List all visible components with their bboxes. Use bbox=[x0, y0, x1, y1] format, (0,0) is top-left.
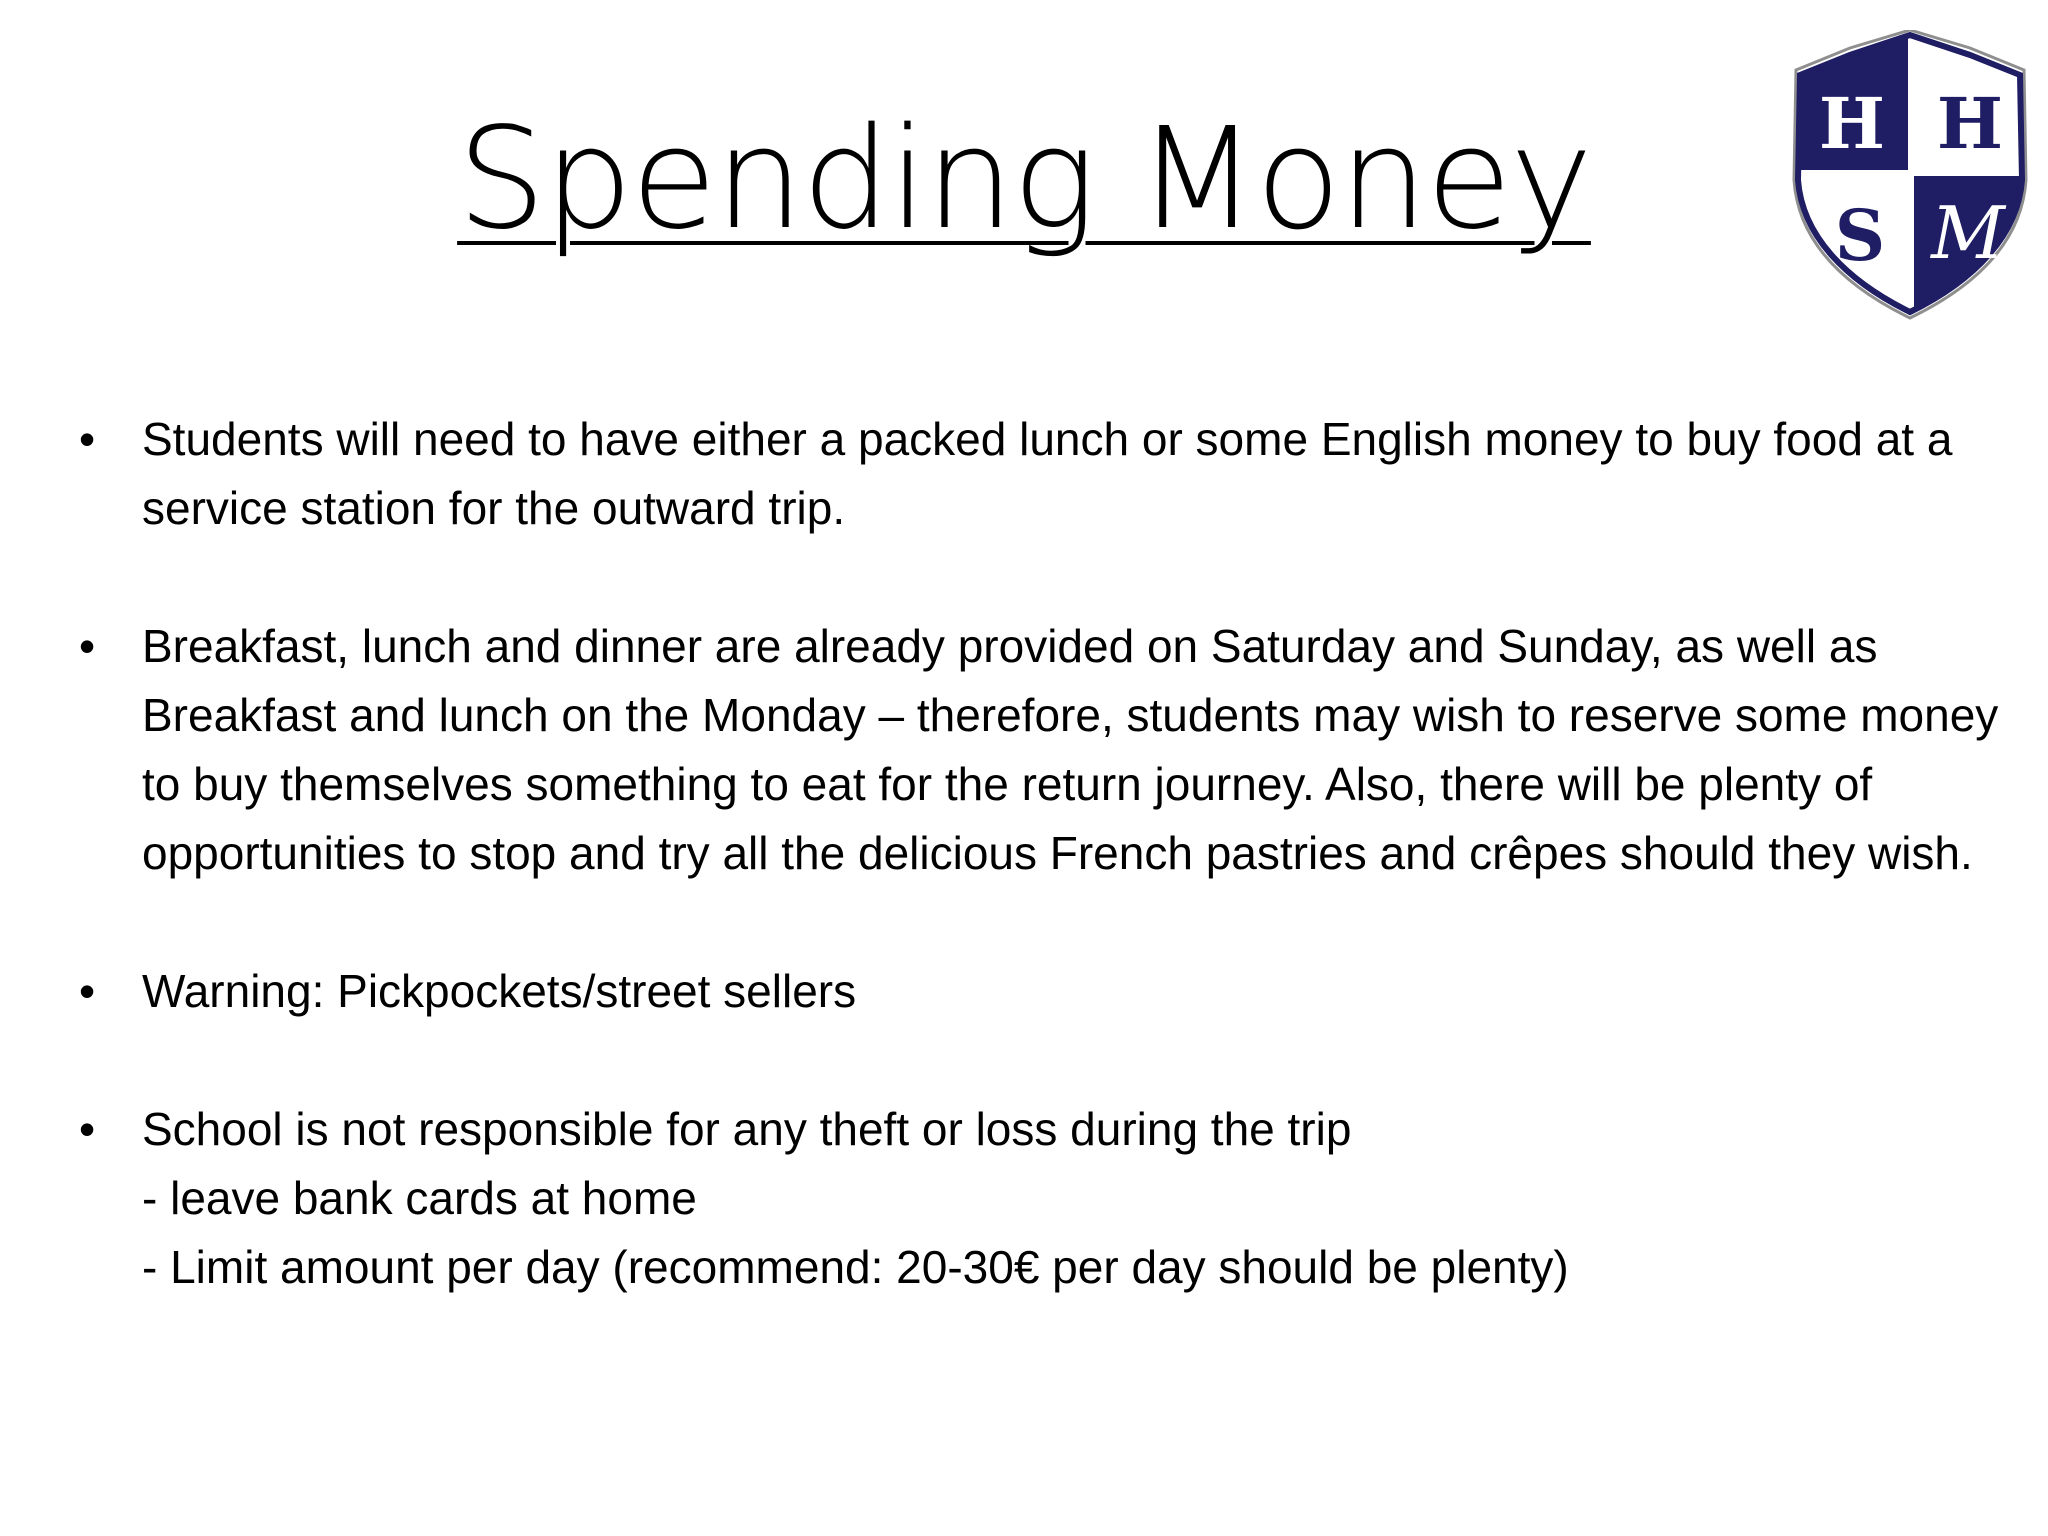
bullet-marker: • bbox=[78, 965, 96, 1017]
bullet-item-packed-lunch bbox=[72, 405, 2002, 543]
bullet-item-meals-provided bbox=[72, 612, 2002, 888]
crest-icon bbox=[1790, 30, 2030, 320]
bullet-item-warning bbox=[72, 957, 2002, 1026]
svg-text:M: M bbox=[1931, 191, 2005, 275]
slide-title-text: Spending Money bbox=[457, 98, 1591, 261]
sub-item-bank-cards: - leave bank cards at home bbox=[142, 1172, 697, 1224]
bullet-text: Students will need to have either a packed lunch or some English money to buy food at a service station for the outward trip. bbox=[142, 413, 1953, 534]
bullet-item-responsibility bbox=[72, 1095, 2002, 1302]
school-crest-logo bbox=[1790, 30, 2030, 320]
svg-text:H: H bbox=[1818, 82, 1886, 165]
svg-text:H: H bbox=[1936, 82, 2004, 165]
bullet-text: School is not responsible for any theft or loss during the trip bbox=[142, 1103, 1352, 1155]
bullet-marker: • bbox=[78, 413, 96, 465]
bullet-text: Warning: Pickpockets/street sellers bbox=[142, 965, 857, 1017]
bullet-list bbox=[72, 405, 2002, 1302]
bullet-text: Breakfast, lunch and dinner are already provided on Saturday and Sunday, as well as Breakfast and lunch on the Monday – therefore, students may wish to reserve some money to buy themselves something to eat for the return journey. Also, there will be plenty of opportunities to stop and try all the delicious French pastries and crêpes should they wish. bbox=[142, 620, 1999, 879]
sub-item-limit-amount: - Limit amount per day (recommend: 20-30€ per day should be plenty) bbox=[142, 1241, 1569, 1293]
bullet-marker: • bbox=[78, 1103, 96, 1155]
slide-title bbox=[0, 100, 2048, 260]
bullet-marker: • bbox=[78, 620, 96, 672]
svg-text:S: S bbox=[1834, 194, 1886, 277]
